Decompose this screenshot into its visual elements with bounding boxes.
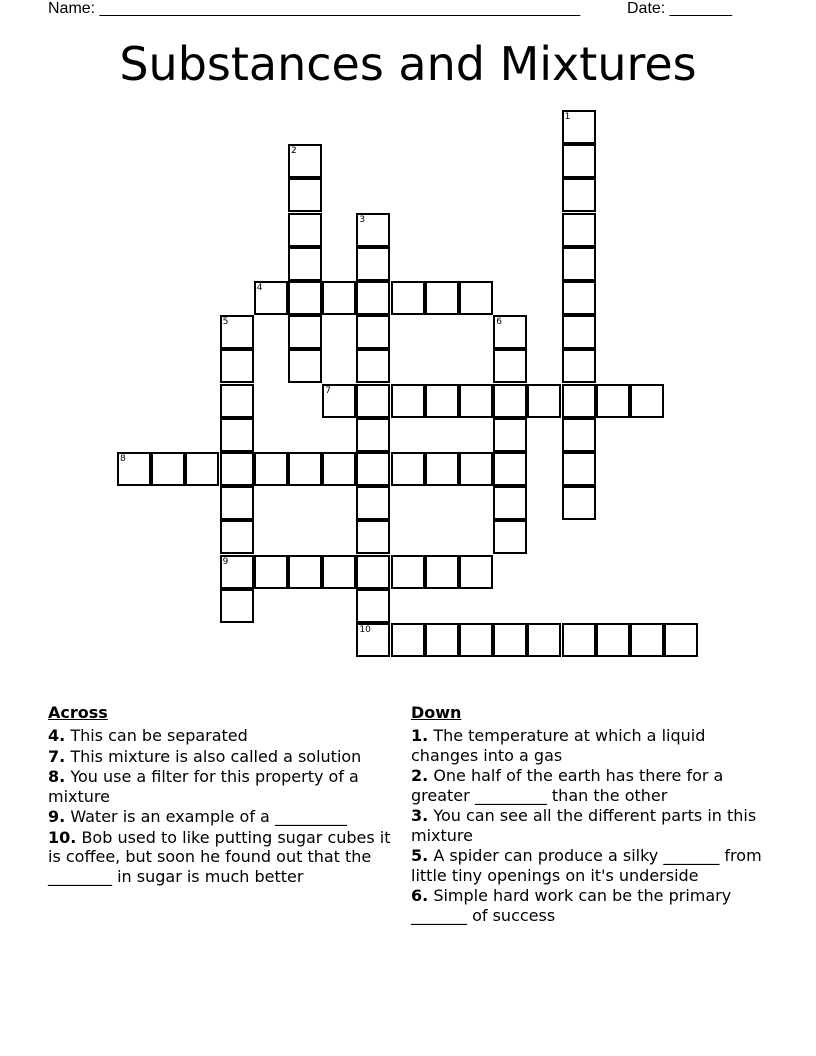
- grid-cell[interactable]: [288, 315, 322, 349]
- grid-cell[interactable]: [356, 623, 390, 657]
- grid-cell[interactable]: [596, 623, 630, 657]
- grid-cell[interactable]: [220, 555, 254, 589]
- grid-cell[interactable]: [288, 144, 322, 178]
- grid-cell[interactable]: [630, 623, 664, 657]
- grid-cell[interactable]: [356, 452, 390, 486]
- grid-cell[interactable]: [288, 452, 322, 486]
- grid-cell[interactable]: [220, 520, 254, 554]
- grid-cell[interactable]: [220, 349, 254, 383]
- name-field[interactable]: Name: ______________________________________________________: [48, 0, 581, 17]
- grid-cell[interactable]: [391, 452, 425, 486]
- grid-cell[interactable]: [322, 281, 356, 315]
- grid-cell[interactable]: [664, 623, 698, 657]
- grid-cell[interactable]: [356, 349, 390, 383]
- grid-cell[interactable]: [220, 384, 254, 418]
- grid-cell[interactable]: [459, 555, 493, 589]
- clue-down-3: 3. You can see all the different parts in this mixture: [411, 806, 757, 845]
- grid-cell[interactable]: [288, 281, 322, 315]
- clue-down-6: 6. Simple hard work can be the primary _______ of success: [411, 886, 732, 925]
- grid-cell[interactable]: [562, 213, 596, 247]
- grid-cell[interactable]: [493, 418, 527, 452]
- grid-cell[interactable]: [356, 281, 390, 315]
- cell-number: 3: [359, 214, 366, 225]
- grid-cell[interactable]: [562, 486, 596, 520]
- grid-cell[interactable]: [562, 452, 596, 486]
- grid-cell[interactable]: [425, 555, 459, 589]
- across-heading: Across: [48, 703, 108, 722]
- grid-cell[interactable]: [356, 520, 390, 554]
- cell-number: 5: [222, 317, 229, 328]
- date-field[interactable]: Date: _______: [627, 0, 732, 17]
- grid-cell[interactable]: [322, 384, 356, 418]
- grid-cell[interactable]: [220, 589, 254, 623]
- grid-cell[interactable]: [562, 384, 596, 418]
- cell-number: 1: [564, 112, 571, 122]
- grid-cell[interactable]: [562, 418, 596, 452]
- grid-cell[interactable]: [527, 623, 561, 657]
- grid-cell[interactable]: [562, 178, 596, 212]
- cell-number: 9: [222, 556, 229, 567]
- clue-across-9: 9. Water is an example of a _________: [48, 807, 347, 826]
- grid-cell[interactable]: [356, 247, 390, 281]
- grid-cell[interactable]: [459, 452, 493, 486]
- cell-number: 2: [291, 146, 297, 157]
- grid-cell[interactable]: [425, 452, 459, 486]
- grid-cell[interactable]: [356, 315, 390, 349]
- clue-across-7: 7. This mixture is also called a solution: [48, 746, 362, 766]
- grid-cell[interactable]: [356, 555, 390, 589]
- grid-cell[interactable]: [185, 452, 219, 486]
- grid-cell[interactable]: [562, 315, 596, 349]
- grid-cell[interactable]: [356, 213, 390, 247]
- grid-cell[interactable]: [596, 384, 630, 418]
- page-title: Substances and Mixtures: [119, 37, 697, 91]
- clue-across-4: 4. This can be separated: [48, 726, 248, 745]
- across-clues: [48, 703, 398, 887]
- grid-cell[interactable]: [220, 315, 254, 349]
- grid-cell[interactable]: [527, 384, 561, 418]
- clue-down-2: 2. One half of the earth has there for a greater _________ than the other: [411, 766, 724, 805]
- grid-cell[interactable]: [288, 213, 322, 247]
- grid-cell[interactable]: [254, 281, 288, 315]
- grid-cell[interactable]: [220, 452, 254, 486]
- grid-cell[interactable]: [562, 349, 596, 383]
- grid-cell[interactable]: [288, 555, 322, 589]
- clue-down-5: 5. A spider can produce a silky _______ from little tiny openings on it's underside: [411, 846, 762, 885]
- grid-cell[interactable]: [151, 452, 185, 486]
- grid-cell[interactable]: [459, 384, 493, 418]
- grid-cell[interactable]: [425, 384, 459, 418]
- clue-across-10: 10. Bob used to like putting sugar cubes it is coffee, but soon he found out that the ________ in sugar is much better: [48, 827, 391, 886]
- grid-cell[interactable]: [356, 486, 390, 520]
- down-clues: [411, 703, 771, 926]
- grid-cell[interactable]: [459, 623, 493, 657]
- cell-number: 10: [359, 625, 371, 635]
- cell-number: 6: [496, 317, 502, 328]
- grid-cell[interactable]: [117, 452, 151, 486]
- grid-cell[interactable]: [322, 555, 356, 589]
- grid-cell[interactable]: [391, 555, 425, 589]
- grid-cell[interactable]: [425, 281, 459, 315]
- grid-cell[interactable]: [562, 247, 596, 281]
- grid-cell[interactable]: [493, 623, 527, 657]
- grid-cell[interactable]: [630, 384, 664, 418]
- grid-cell[interactable]: [562, 110, 596, 144]
- grid-cell[interactable]: [322, 452, 356, 486]
- cell-number: 4: [256, 283, 263, 293]
- grid-cell[interactable]: [391, 281, 425, 315]
- cell-number: 7: [325, 385, 331, 396]
- down-heading: Down: [411, 703, 462, 722]
- grid-cell[interactable]: [493, 486, 527, 520]
- grid-cell[interactable]: [493, 315, 527, 349]
- grid-cell[interactable]: [356, 589, 390, 623]
- grid-cell[interactable]: [493, 349, 527, 383]
- grid-cell[interactable]: [356, 384, 390, 418]
- grid-cell[interactable]: [493, 452, 527, 486]
- cell-number: 8: [120, 454, 126, 464]
- clue-across-8: 8. You use a filter for this property of a mixture: [48, 767, 359, 806]
- grid-cell[interactable]: [254, 452, 288, 486]
- grid-cell[interactable]: [425, 623, 459, 657]
- grid-cell[interactable]: [356, 418, 390, 452]
- grid-cell[interactable]: [459, 281, 493, 315]
- grid-cell[interactable]: [562, 144, 596, 178]
- grid-cell[interactable]: [493, 384, 527, 418]
- grid-cell[interactable]: [562, 623, 596, 657]
- clue-down-1: 1. The temperature at which a liquid changes into a gas: [411, 726, 706, 765]
- grid-cell[interactable]: [391, 623, 425, 657]
- grid-cell[interactable]: [288, 178, 322, 212]
- grid-cell[interactable]: [220, 418, 254, 452]
- grid-cell[interactable]: [562, 281, 596, 315]
- grid-cell[interactable]: [220, 486, 254, 520]
- grid-cell[interactable]: [288, 247, 322, 281]
- grid-cell[interactable]: [254, 555, 288, 589]
- grid-cell[interactable]: [288, 349, 322, 383]
- grid-cell[interactable]: [391, 384, 425, 418]
- grid-cell[interactable]: [493, 520, 527, 554]
